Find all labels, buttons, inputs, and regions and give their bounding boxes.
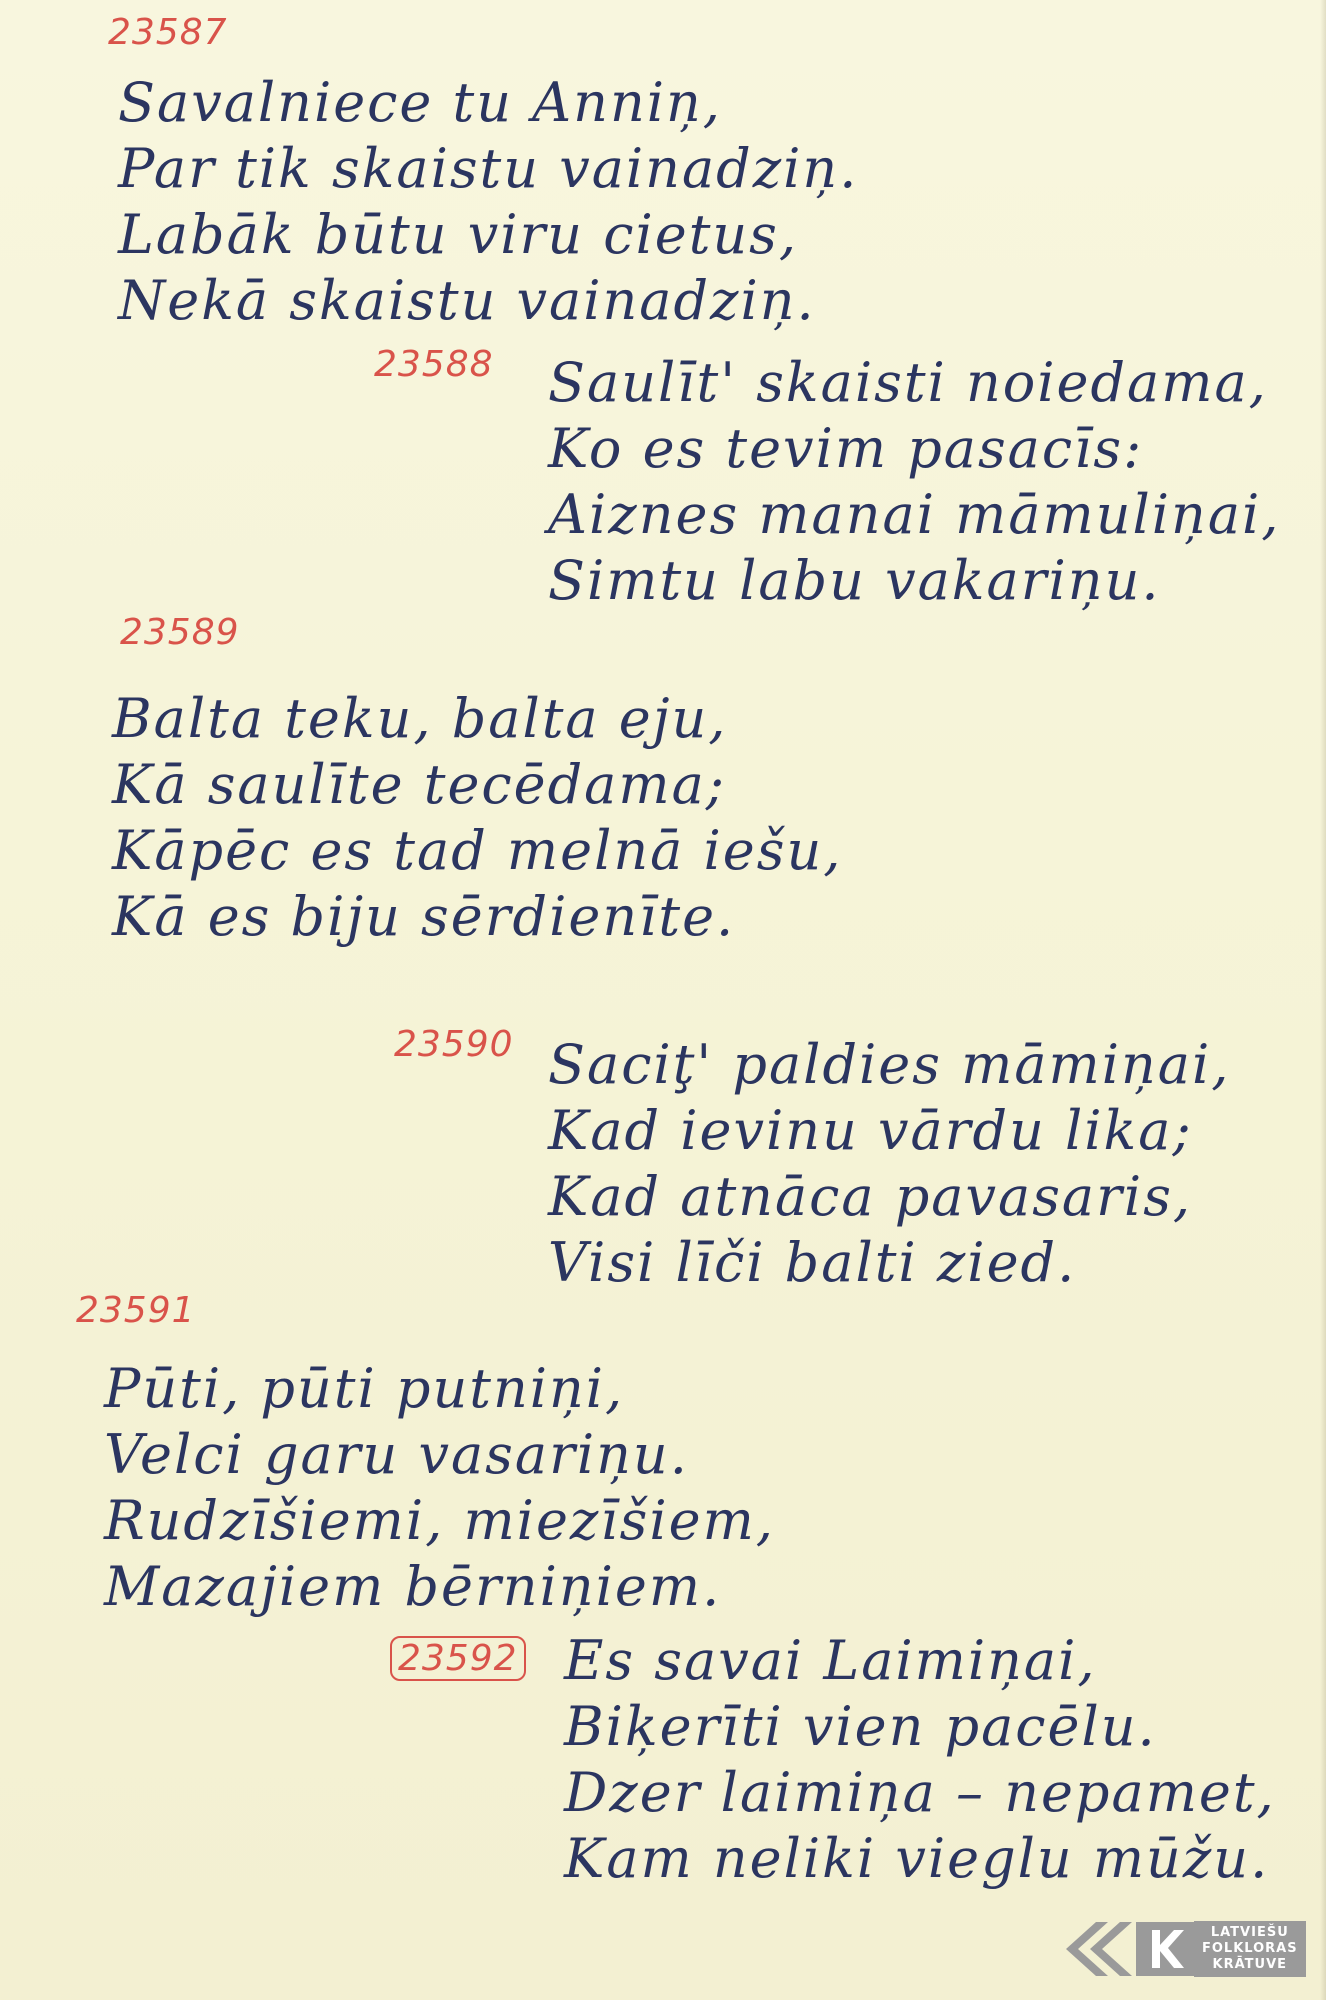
logo-line: FOLKLORAS [1202,1941,1298,1956]
stanza-number: 23590 [394,1024,514,1065]
verse-line: Kā saulīte tecēdama; [112,753,726,816]
verse-line: Par tik skaistu vainadziņ. [118,137,859,200]
verse-line: Simtu labu vakariņu. [548,549,1161,612]
archive-name [1194,1921,1306,1977]
logo-line: LATVIEŠU [1210,1925,1289,1940]
verse-line: Rudzīšiemi, miezīšiem, [104,1489,775,1552]
verse-line: Balta teku, balta eju, [112,687,728,750]
verse-line: Es savai Laimiņai, [564,1629,1097,1692]
verse-line: Kad ievinu vārdu lika; [548,1099,1193,1162]
page-edge [1320,0,1326,2000]
stanza-23591 [104,1356,775,1620]
verse-line: Saulīt' skaisti noiedama, [548,351,1268,414]
verse-line: Mazajiem bērniņiem. [104,1555,722,1618]
stanza-number: 23588 [374,344,494,385]
verse-line: Kam neliki vieglu mūžu. [564,1827,1270,1890]
verse-line: Biķerīti vien pacēlu. [564,1695,1157,1758]
verse-line: Visi līči balti zied. [548,1231,1077,1294]
stanza-23590 [548,1032,1230,1296]
stanza-23587 [118,70,858,334]
stanza-number: 23591 [76,1290,196,1331]
verse-line: Labāk būtu viru cietus, [118,203,799,266]
verse-line: Velci garu vasariņu. [104,1423,689,1486]
verse-line: Kā es biju sērdienīte. [112,885,736,948]
verse-line: Kāpēc es tad melnā iešu, [112,819,843,882]
lfk-logo-icon [1066,1916,1194,1982]
stanza-23592 [564,1628,1276,1892]
verse-line: Kad atnāca pavasaris, [548,1165,1193,1228]
stanza-number: 23587 [108,12,228,53]
stanza-number: 23589 [120,612,240,653]
stanza-23589 [112,686,842,950]
verse-line: Ko es tevim pasacīs: [548,417,1144,480]
verse-line: Saciţ' paldies māmiņai, [548,1033,1231,1096]
archive-logo [1066,1916,1321,1982]
verse-line: Savalniece tu Anniņ, [118,71,722,134]
verse-line: Nekā skaistu vainadziņ. [118,269,816,332]
verse-line: Pūti, pūti putniņi, [104,1357,625,1420]
verse-line: Aiznes manai māmuliņai, [548,483,1281,546]
stanza-number: 23592 [390,1636,526,1681]
logo-line: KRĀTUVE [1212,1957,1288,1972]
verse-line: Dzer laimiņa – nepamet, [564,1761,1276,1824]
stanza-23588 [548,350,1280,614]
